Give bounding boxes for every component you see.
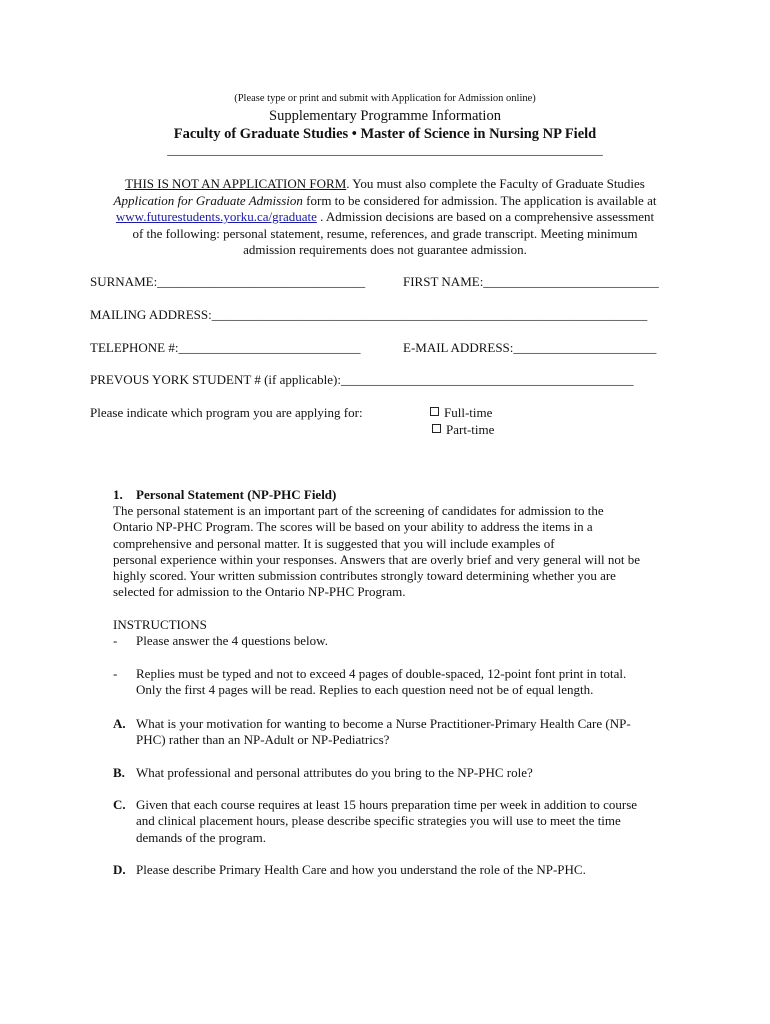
section-1-line: selected for admission to the Ontario NP-PHC Program.	[113, 584, 406, 600]
header-rule: ___________________________________________________________________	[167, 142, 603, 157]
mailing-address-field[interactable]: MAILING ADDRESS:___________________________________________________________________	[90, 307, 648, 322]
fulltime-label: Full-time	[444, 405, 493, 420]
question-line: PHC) rather than an NP-Adult or NP-Pediatrics?	[136, 732, 390, 748]
notice-line-4: of the following: personal statement, resume, references, and grade transcript. Meeting minimum	[132, 225, 638, 241]
first-name-field[interactable]: FIRST NAME:___________________________	[403, 274, 659, 289]
section-1-body	[113, 503, 640, 601]
section-1-line: Ontario NP-PHC Program. The scores will be based on your ability to address the items in a	[113, 519, 593, 535]
notice-line-3-text: . Admission decisions are based on a comprehensive assessment	[316, 209, 655, 224]
instruction-bullet: -	[113, 666, 118, 681]
notice-line-2-text: form to be considered for admission. The application is available at	[302, 192, 657, 208]
question-line: What professional and personal attributes do you bring to the NP-PHC role?	[136, 765, 533, 780]
fulltime-option[interactable]	[430, 405, 492, 422]
notice-line-5: admission requirements does not guarantee admission.	[243, 242, 527, 257]
application-form-name: Application for Graduate Admission	[113, 192, 303, 208]
telephone-field[interactable]: TELEPHONE #:____________________________	[90, 340, 361, 355]
section-1-line: personal experience within your responses. Answers that are overly brief and very general will not be	[113, 551, 641, 567]
instructions-heading: INSTRUCTIONS	[113, 617, 207, 632]
question-a-label: A.	[113, 716, 126, 731]
question-line: What is your motivation for wanting to become a Nurse Practitioner-Primary Health Care (NP-	[136, 716, 631, 731]
fulltime-checkbox[interactable]	[430, 407, 439, 416]
notice-line-3	[0, 209, 770, 226]
question-line: Please describe Primary Health Care and how you understand the role of the NP-PHC.	[136, 862, 586, 877]
notice-line-2	[0, 193, 770, 210]
section-1-line: comprehensive and personal matter. It is suggested that you will include examples of	[113, 535, 555, 551]
instruction-line: Please answer the 4 questions below.	[136, 633, 328, 648]
document-title: Supplementary Programme Information	[269, 108, 501, 124]
instruction-item-1	[136, 633, 328, 649]
email-field[interactable]: E-MAIL ADDRESS:______________________	[403, 340, 657, 355]
question-line: Given that each course requires at least 15 hours preparation time per week in addition to course	[136, 797, 638, 812]
question-c-text	[136, 797, 637, 846]
notice-line-1-text: . You must also complete the Faculty of Graduate Studies	[346, 176, 645, 191]
notice-lead: THIS IS NOT AN APPLICATION FORM	[125, 176, 347, 191]
section-1-number: 1.	[113, 487, 123, 502]
question-d-label: D.	[113, 862, 126, 877]
parttime-checkbox[interactable]	[432, 424, 441, 433]
question-line: and clinical placement hours, please describe specific strategies you will use to meet the time	[136, 813, 621, 829]
section-1-heading: Personal Statement (NP-PHC Field)	[136, 487, 337, 502]
question-c-label: C.	[113, 797, 126, 812]
instruction-line: Only the first 4 pages will be read. Replies to each question need not be of equal length.	[136, 682, 594, 698]
section-1-line: highly scored. Your written submission contributes strongly toward determining whether you are	[113, 568, 616, 584]
instruction-item-2	[136, 666, 626, 699]
submission-instruction: (Please type or print and submit with Application for Admission online)	[234, 93, 536, 104]
previous-student-number-field[interactable]: PREVOUS YORK STUDENT # (if applicable):_____________________________________________	[90, 372, 634, 387]
graduate-website-link[interactable]: www.futurestudents.yorku.ca/graduate	[115, 209, 317, 224]
section-1-line: The personal statement is an important part of the screening of candidates for admission to the	[113, 503, 604, 518]
document-subtitle: Faculty of Graduate Studies • Master of Science in Nursing NP Field	[173, 126, 597, 142]
question-line: demands of the program.	[136, 829, 266, 845]
question-b-text	[136, 765, 533, 781]
notice-paragraph	[0, 176, 770, 259]
instruction-bullet: -	[113, 633, 118, 648]
question-d-text	[136, 862, 586, 878]
notice-line-1	[0, 176, 770, 193]
parttime-label: Part-time	[446, 422, 495, 437]
parttime-option[interactable]	[432, 422, 494, 439]
question-a-text	[136, 716, 631, 749]
program-prompt: Please indicate which program you are applying for:	[90, 405, 363, 420]
instruction-line: Replies must be typed and not to exceed 4 pages of double-spaced, 12-point font print in total.	[136, 666, 627, 681]
question-b-label: B.	[113, 765, 125, 780]
surname-field[interactable]: SURNAME:________________________________	[90, 274, 366, 289]
